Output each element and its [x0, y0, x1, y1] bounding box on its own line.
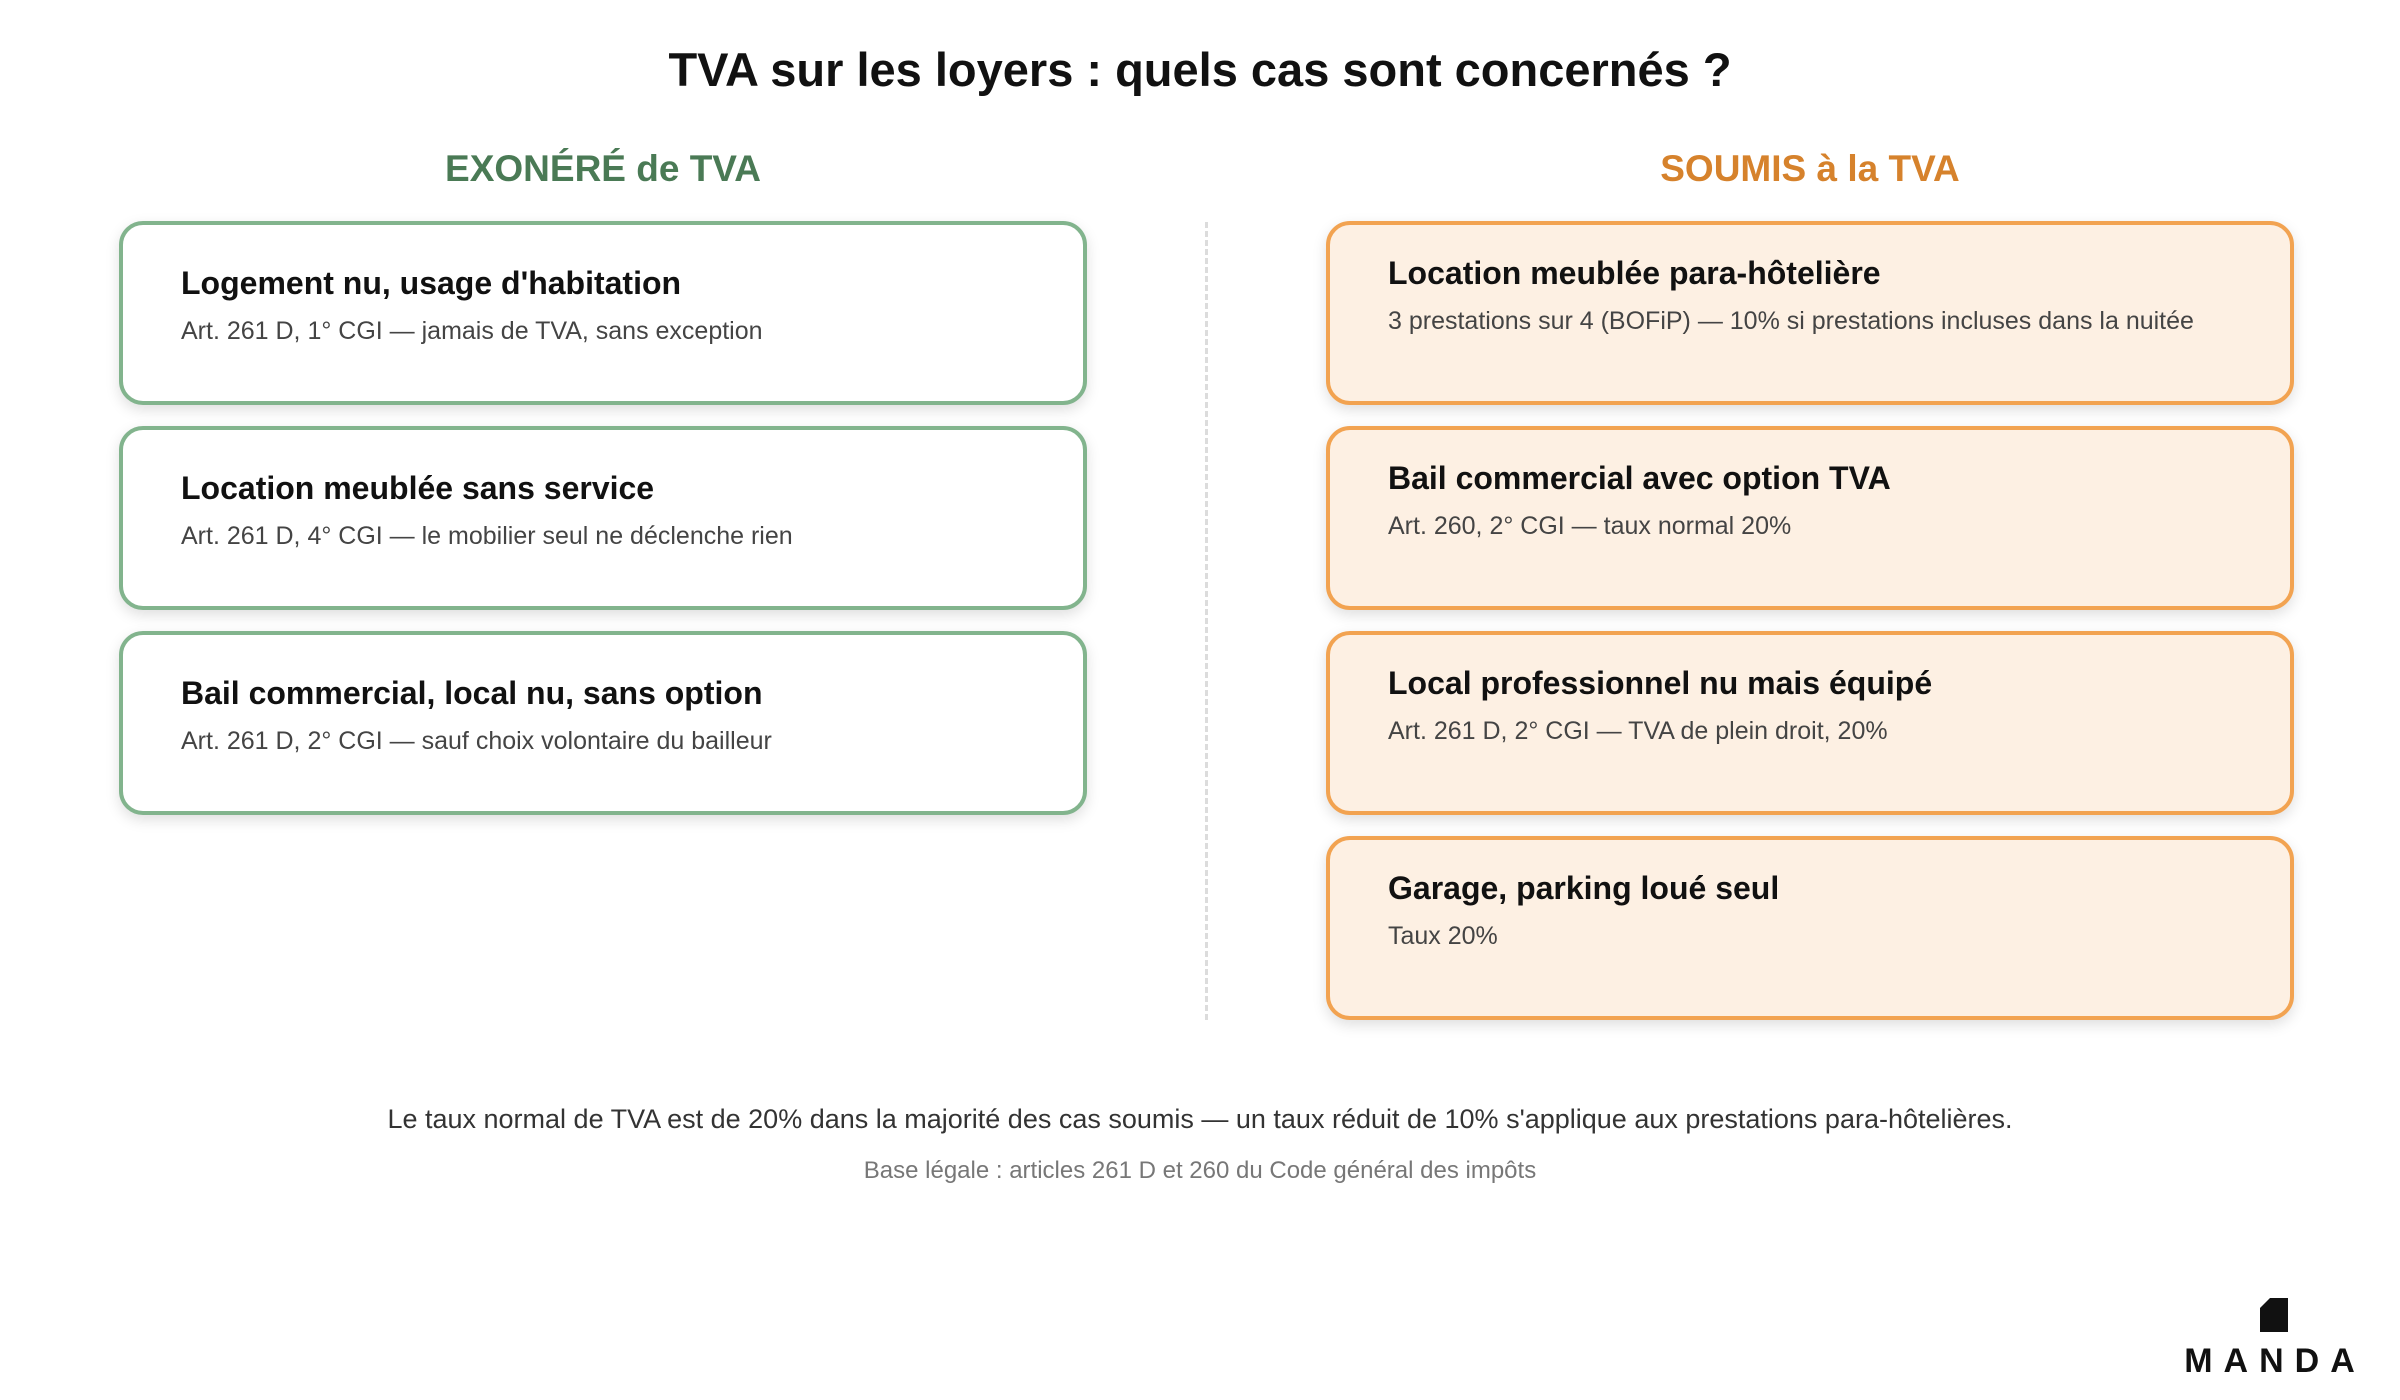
exempt-card-title: Bail commercial, local nu, sans option: [181, 675, 763, 711]
subject-card-description: Taux 20%: [1388, 922, 1498, 950]
exempt-card-description: Art. 261 D, 2° CGI — sauf choix volontaire du bailleur: [181, 727, 772, 755]
subject-card-description: 3 prestations sur 4 (BOFiP) — 10% si prestations incluses dans la nuitée: [1388, 307, 2194, 335]
exempt-card-title: Location meublée sans service: [181, 470, 655, 506]
legal-source: Base légale : articles 261 D et 260 du Code général des impôts: [863, 1157, 1537, 1184]
exempt-card-description: Art. 261 D, 1° CGI — jamais de TVA, sans exception: [181, 317, 763, 345]
brand-logo: [2180, 1298, 2370, 1378]
exempt-card: [119, 631, 1087, 815]
column-divider: [1205, 222, 1208, 1020]
subject-card: [1326, 426, 2294, 610]
subject-card-title: Garage, parking loué seul: [1388, 870, 1780, 906]
brand-name: MANDA: [2184, 1342, 2366, 1380]
subject-card: [1326, 221, 2294, 405]
exempt-card: [119, 221, 1087, 405]
subject-card-title: Location meublée para-hôtelière: [1388, 255, 1881, 291]
subject-card: [1326, 631, 2294, 815]
footer-note: Le taux normal de TVA est de 20% dans la majorité des cas soumis — un taux réduit de 10% s'applique aux prestations para-hôtelières.: [387, 1104, 2013, 1134]
exempt-column-heading: EXONÉRÉ de TVA: [445, 148, 761, 189]
subject-column-heading: SOUMIS à la TVA: [1660, 148, 1960, 189]
subject-card-title: Local professionnel nu mais équipé: [1388, 665, 1933, 701]
exempt-card-title: Logement nu, usage d'habitation: [181, 265, 682, 301]
exempt-card: [119, 426, 1087, 610]
page-title: TVA sur les loyers : quels cas sont concernés ?: [668, 43, 1732, 96]
subject-card-description: Art. 261 D, 2° CGI — TVA de plein droit, 20%: [1388, 717, 1888, 745]
subject-card-title: Bail commercial avec option TVA: [1388, 460, 1891, 496]
exempt-card-description: Art. 261 D, 4° CGI — le mobilier seul ne déclenche rien: [181, 522, 793, 550]
subject-card-description: Art. 260, 2° CGI — taux normal 20%: [1388, 512, 1792, 540]
subject-card: [1326, 836, 2294, 1020]
manda-logo-icon: [2260, 1298, 2288, 1332]
